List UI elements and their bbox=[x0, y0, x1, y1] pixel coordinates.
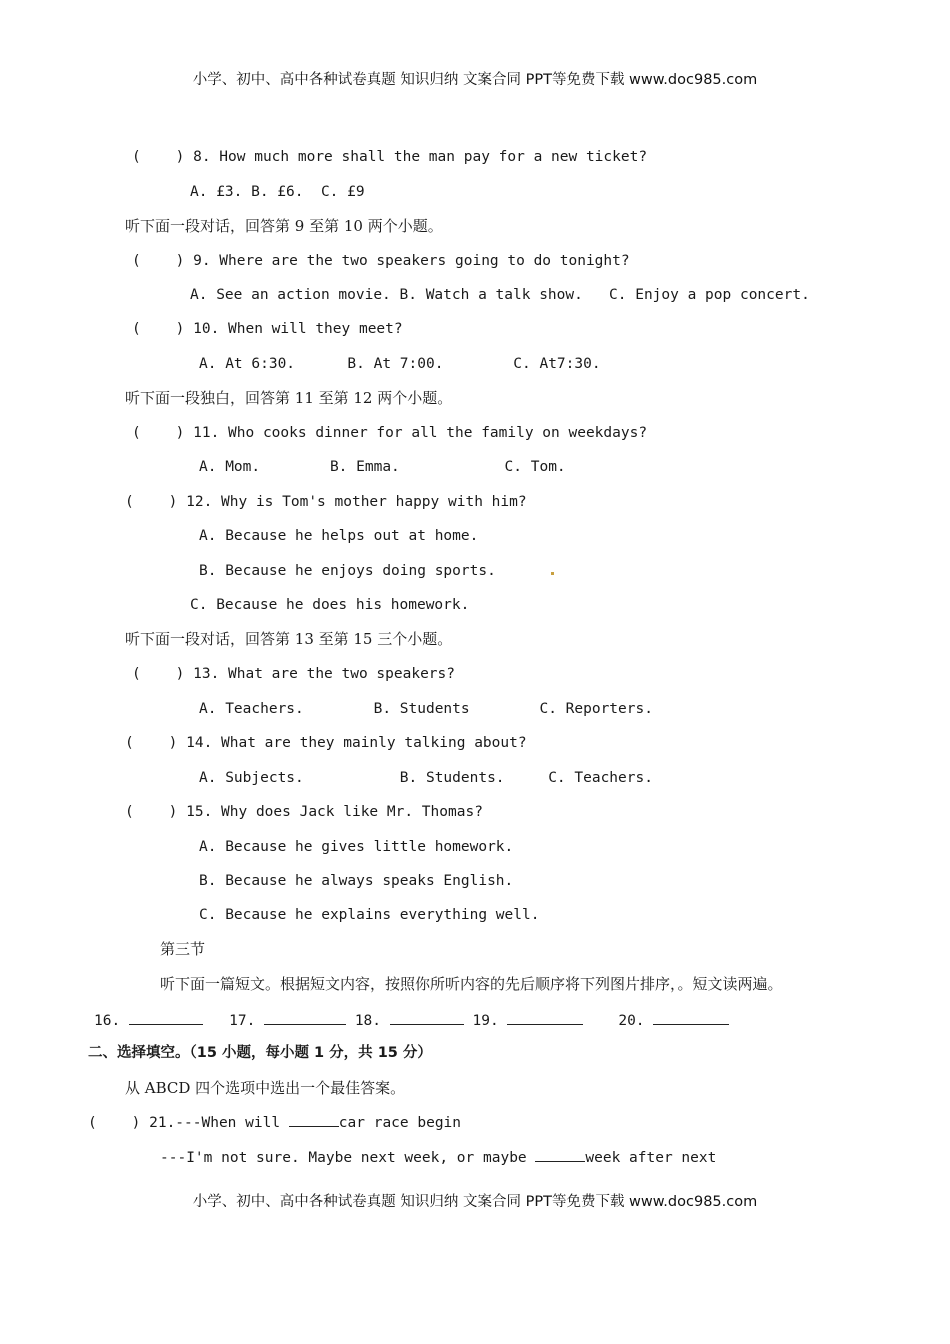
question-12-option-a: A. Because he helps out at home. bbox=[199, 528, 479, 544]
instruction-13-15: 听下面一段对话，回答第 13 至第 15 三个小题。 bbox=[125, 630, 453, 648]
question-12: ( ) 12. Why is Tom's mother happy with him? bbox=[125, 494, 527, 510]
page-footer: 小学、初中、高中各种试卷真题 知识归纳 文案合同 PPT等免费下载 www.doc985.com bbox=[192, 1194, 758, 1210]
question-13-options: A. Teachers. B. Students C. Reporters. bbox=[199, 701, 653, 717]
blank-18-label: 18. bbox=[354, 1013, 382, 1029]
question-15-option-c: C. Because he explains everything well. bbox=[199, 907, 540, 923]
instruction-11-12: 听下面一段独白，回答第 11 至第 12 两个小题。 bbox=[125, 389, 453, 407]
blank-21-b[interactable] bbox=[535, 1147, 585, 1162]
question-11-options: A. Mom. B. Emma. C. Tom. bbox=[199, 459, 566, 475]
question-21-text: ( ) 21.---When will bbox=[88, 1115, 289, 1131]
section-3-instruction: 听下面一篇短文。根据短文内容，按照你所听内容的先后顺序将下列图片排序，。短文读两遍。 bbox=[160, 975, 783, 993]
question-13: ( ) 13. What are the two speakers? bbox=[132, 666, 456, 682]
stray-dot bbox=[551, 572, 554, 575]
answer-blanks-row bbox=[94, 1010, 729, 1031]
blank-16[interactable] bbox=[129, 1010, 203, 1025]
part-2-instruction: 从 ABCD 四个选项中选出一个最佳答案。 bbox=[125, 1079, 406, 1097]
question-14: ( ) 14. What are they mainly talking about? bbox=[125, 735, 527, 751]
question-10-options: A. At 6:30. B. At 7:00. C. At7:30. bbox=[199, 356, 601, 372]
blank-16-label: 16. bbox=[94, 1013, 121, 1029]
question-21 bbox=[88, 1112, 461, 1133]
blank-18[interactable] bbox=[390, 1010, 464, 1025]
question-9-options: A. See an action movie. B. Watch a talk show. C. Enjoy a pop concert. bbox=[190, 287, 810, 303]
question-12-option-b: B. Because he enjoys doing sports. bbox=[199, 563, 496, 579]
question-21-text-end: car race begin bbox=[338, 1115, 462, 1131]
blank-21-a[interactable] bbox=[289, 1112, 339, 1127]
section-3-title: 第三节 bbox=[160, 940, 206, 958]
blank-19-label: 19. bbox=[472, 1013, 499, 1029]
question-15-option-a: A. Because he gives little homework. bbox=[199, 839, 514, 855]
blank-17[interactable] bbox=[264, 1010, 346, 1025]
question-8: ( ) 8. How much more shall the man pay for a new ticket? bbox=[132, 149, 648, 165]
blank-17-label: 17. bbox=[229, 1013, 256, 1029]
question-21-response bbox=[160, 1147, 716, 1168]
question-10: ( ) 10. When will they meet? bbox=[132, 321, 403, 337]
question-11: ( ) 11. Who cooks dinner for all the family on weekdays? bbox=[132, 425, 648, 441]
page-header: 小学、初中、高中各种试卷真题 知识归纳 文案合同 PPT等免费下载 www.doc985.com bbox=[192, 72, 758, 88]
question-21-response-text: ---I'm not sure. Maybe next week, or maybe bbox=[160, 1150, 536, 1166]
blank-20-label: 20. bbox=[618, 1013, 645, 1029]
question-15: ( ) 15. Why does Jack like Mr. Thomas? bbox=[125, 804, 483, 820]
question-12-option-c: C. Because he does his homework. bbox=[190, 597, 470, 613]
question-9: ( ) 9. Where are the two speakers going to do tonight? bbox=[132, 253, 630, 269]
question-14-options: A. Subjects. B. Students. C. Teachers. bbox=[199, 770, 653, 786]
question-8-options: A. £3. B. £6. C. £9 bbox=[190, 184, 365, 200]
instruction-9-10: 听下面一段对话，回答第 9 至第 10 两个小题。 bbox=[125, 217, 443, 235]
question-15-option-b: B. Because he always speaks English. bbox=[199, 873, 514, 889]
part-2-title: 二、选择填空。（15 小题，每小题 1 分，共 15 分） bbox=[88, 1045, 432, 1061]
blank-20[interactable] bbox=[653, 1010, 729, 1025]
question-21-response-end: week after next bbox=[585, 1150, 717, 1166]
blank-19[interactable] bbox=[507, 1010, 583, 1025]
